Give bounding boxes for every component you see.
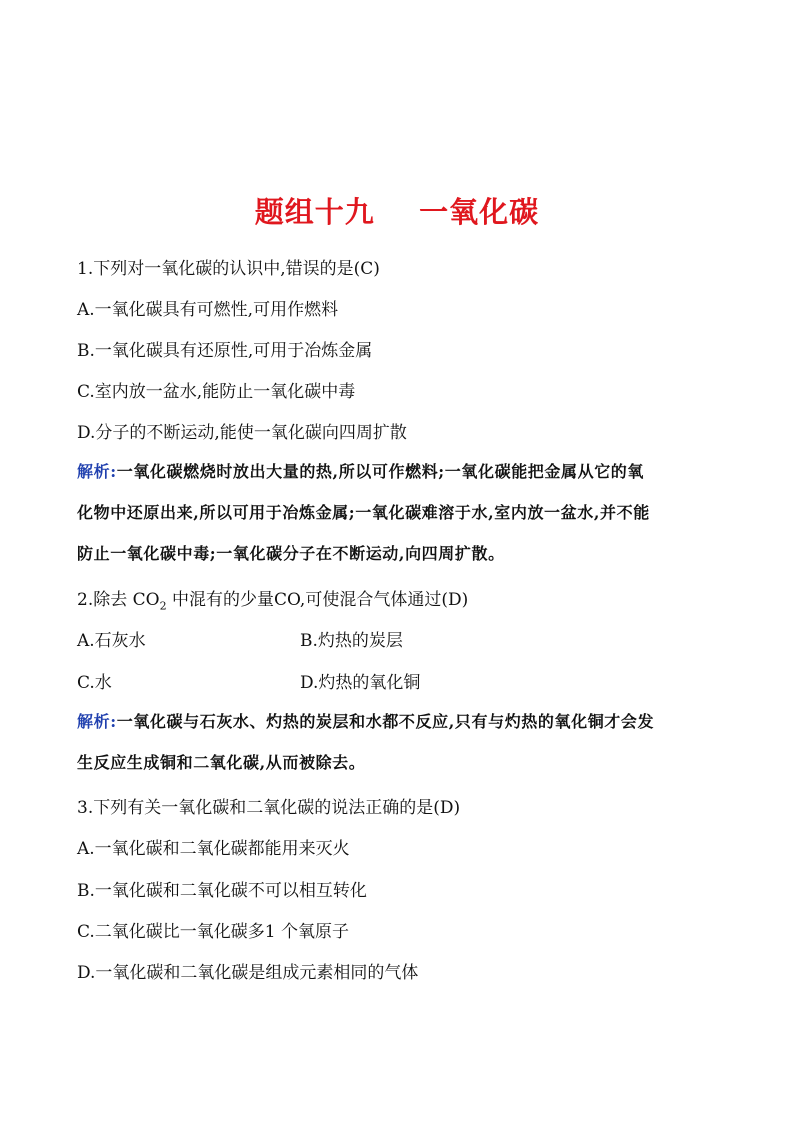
question-1-option-b: B.一氧化碳具有还原性,可用于冶炼金属 <box>77 341 373 361</box>
question-2-stem <box>77 585 468 612</box>
question-2-analysis-line-1 <box>77 709 717 732</box>
question-3-option-b: B.一氧化碳和二氧化碳不可以相互转化 <box>77 881 367 901</box>
stem-part-2: 中混有的少量CO,可使混合气体通过(D) <box>166 590 469 610</box>
question-2-analysis-line-2: 生反应生成铜和二氧化碳,从而被除去。 <box>77 753 366 772</box>
question-3-option-c: C.二氧化碳比一氧化碳多1 个氧原子 <box>77 922 350 942</box>
question-2-option-c: C.水 <box>77 673 112 693</box>
question-1-option-d: D.分子的不断运动,能使一氧化碳向四周扩散 <box>77 423 407 443</box>
question-1-analysis-line-3: 防止一氧化碳中毒;一氧化碳分子在不断运动,向四周扩散。 <box>77 544 505 563</box>
subscript: 2 <box>159 599 167 613</box>
question-2-option-a: A.石灰水 <box>77 631 146 651</box>
question-2-option-b: B.灼热的炭层 <box>300 631 403 651</box>
question-1-option-a: A.一氧化碳具有可燃性,可用作燃料 <box>77 300 339 320</box>
question-2-option-d: D.灼热的氧化铜 <box>300 673 421 693</box>
page-title: 题组十九 一氧化碳 <box>254 195 540 229</box>
stem-part-1: 2.除去 CO <box>77 590 160 610</box>
question-1-analysis-line-1 <box>77 459 717 482</box>
question-3-option-d: D.一氧化碳和二氧化碳是组成元素相同的气体 <box>77 963 419 983</box>
question-3-option-a: A.一氧化碳和二氧化碳都能用来灭火 <box>77 839 350 859</box>
question-1-stem: 1.下列对一氧化碳的认识中,错误的是(C) <box>77 259 380 279</box>
analysis-text: 一氧化碳与石灰水、灼热的炭层和水都不反应,只有与灼热的氧化铜才会发 <box>116 712 655 731</box>
question-1-analysis-line-2: 化物中还原出来,所以可用于冶炼金属;一氧化碳难溶于水,室内放一盆水,并不能 <box>77 503 650 522</box>
analysis-label: 解析: <box>77 462 117 481</box>
analysis-text: 一氧化碳燃烧时放出大量的热,所以可作燃料;一氧化碳能把金属从它的氧 <box>116 462 644 481</box>
analysis-label: 解析: <box>77 712 117 731</box>
question-1-option-c: C.室内放一盆水,能防止一氧化碳中毒 <box>77 382 356 402</box>
question-3-stem: 3.下列有关一氧化碳和二氧化碳的说法正确的是(D) <box>77 798 461 818</box>
